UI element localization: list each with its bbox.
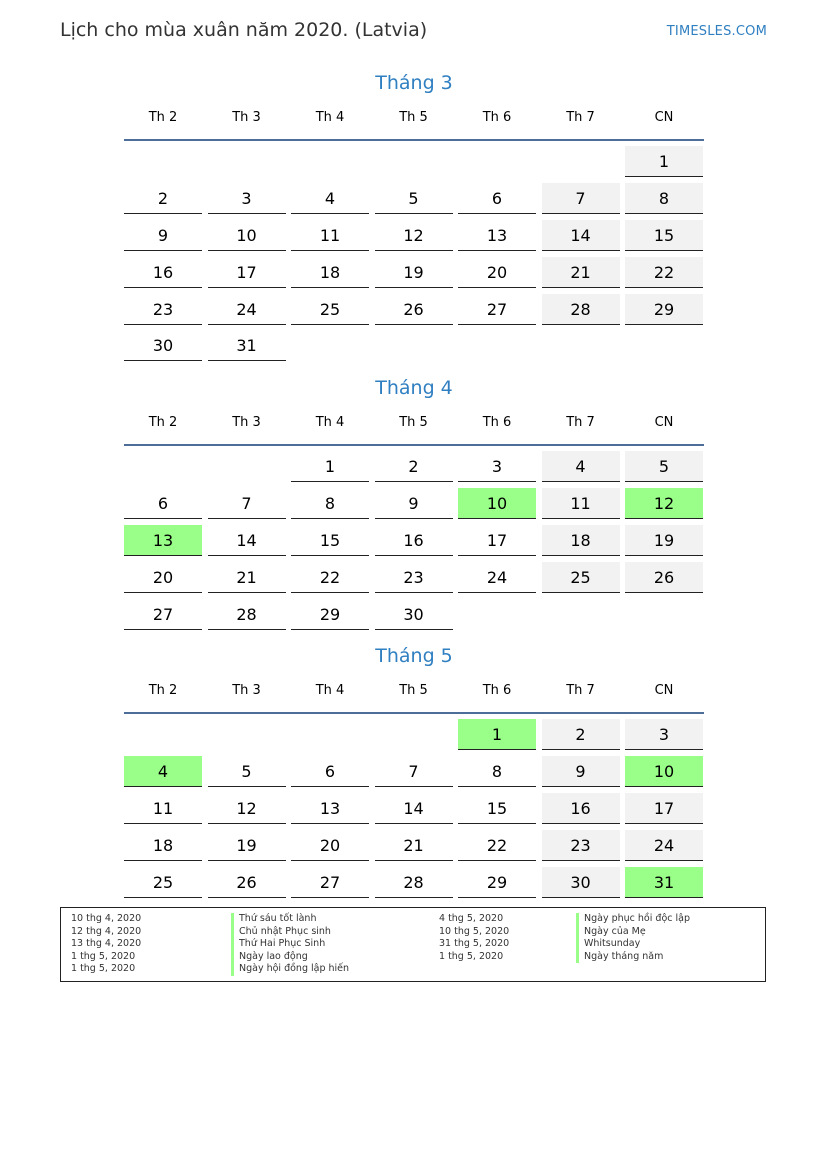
- legend-holiday-name: Whitsunday: [576, 938, 690, 951]
- weekday-label: Th 4: [315, 110, 345, 125]
- day-cell[interactable]: 7: [208, 488, 286, 519]
- legend-right-names: [576, 913, 690, 963]
- day-cell[interactable]: 21: [375, 830, 453, 861]
- day-cell[interactable]: 25: [124, 867, 202, 898]
- day-cell[interactable]: 25: [542, 562, 620, 593]
- day-cell[interactable]: 26: [208, 867, 286, 898]
- day-cell[interactable]: 22: [625, 257, 703, 288]
- weekday-label: Th 6: [482, 415, 512, 430]
- legend-holiday-name: Chủ nhật Phục sinh: [231, 926, 349, 939]
- day-cell[interactable]: 29: [291, 599, 369, 630]
- day-cell[interactable]: 17: [458, 525, 536, 556]
- legend-date: 1 thg 5, 2020: [71, 963, 136, 975]
- day-cell[interactable]: 21: [208, 562, 286, 593]
- legend-holiday-name: Ngày của Mẹ: [576, 926, 690, 939]
- day-cell[interactable]: 3: [458, 451, 536, 482]
- day-cell[interactable]: 24: [625, 830, 703, 861]
- day-cell[interactable]: 16: [542, 793, 620, 824]
- weekday-label: Th 2: [148, 110, 178, 125]
- holiday-day-cell[interactable]: 13: [124, 525, 202, 556]
- day-cell[interactable]: 23: [542, 830, 620, 861]
- empty-day-cell: [291, 719, 369, 749]
- day-cell[interactable]: 24: [208, 294, 286, 325]
- legend-left-dates: [71, 913, 141, 976]
- day-cell[interactable]: 6: [124, 488, 202, 519]
- legend-date: 4 thg 5, 2020: [439, 913, 504, 924]
- empty-day-cell: [124, 451, 202, 481]
- day-cell[interactable]: 9: [124, 220, 202, 251]
- day-cell[interactable]: 11: [291, 220, 369, 251]
- empty-day-cell: [375, 146, 453, 176]
- weekday-label: Th 3: [232, 110, 261, 125]
- legend-holiday-name: Ngày lao động: [231, 951, 349, 964]
- month-april: [124, 374, 704, 635]
- day-cell[interactable]: 14: [542, 220, 620, 251]
- day-cell[interactable]: 23: [124, 294, 202, 325]
- legend-date: 10 thg 4, 2020: [71, 913, 142, 924]
- empty-day-cell: [458, 146, 536, 176]
- holiday-legend: [60, 907, 766, 982]
- weekday-label: Th 4: [315, 415, 345, 430]
- empty-day-cell: [291, 146, 369, 176]
- month-may: [124, 642, 704, 903]
- holiday-day-cell[interactable]: 31: [625, 867, 703, 898]
- day-cell[interactable]: 8: [625, 183, 703, 214]
- day-cell[interactable]: 4: [542, 451, 620, 482]
- day-cell[interactable]: 3: [208, 183, 286, 214]
- empty-day-cell: [124, 146, 202, 176]
- empty-day-cell: [542, 146, 620, 176]
- month-title: Tháng 3: [375, 72, 453, 94]
- day-cell[interactable]: 25: [291, 294, 369, 325]
- day-cell[interactable]: 18: [542, 525, 620, 556]
- day-cell[interactable]: 8: [458, 756, 536, 787]
- day-grid: [124, 719, 704, 903]
- weekday-label: Th 6: [482, 683, 512, 698]
- day-cell[interactable]: 30: [124, 330, 202, 361]
- day-cell[interactable]: 23: [375, 562, 453, 593]
- day-cell[interactable]: 22: [458, 830, 536, 861]
- legend-date: 10 thg 5, 2020: [439, 925, 510, 937]
- day-cell[interactable]: 19: [625, 525, 703, 556]
- day-cell[interactable]: 28: [375, 867, 453, 898]
- legend-date: 31 thg 5, 2020: [439, 938, 510, 950]
- day-cell[interactable]: 15: [291, 525, 369, 556]
- weekday-header: [124, 408, 704, 446]
- holiday-day-cell[interactable]: 12: [625, 488, 703, 519]
- weekday-header: [124, 676, 704, 714]
- legend-date: 1 thg 5, 2020: [439, 950, 504, 962]
- month-title: Tháng 4: [375, 377, 453, 399]
- day-cell[interactable]: 13: [458, 220, 536, 251]
- holiday-day-cell[interactable]: 1: [458, 719, 536, 750]
- day-cell[interactable]: 4: [291, 183, 369, 214]
- day-cell[interactable]: 28: [542, 294, 620, 325]
- day-cell[interactable]: 6: [291, 756, 369, 787]
- empty-day-cell: [208, 146, 286, 176]
- day-cell[interactable]: 5: [208, 756, 286, 787]
- day-cell[interactable]: 10: [208, 220, 286, 251]
- legend-date: 1 thg 5, 2020: [71, 950, 136, 962]
- day-cell[interactable]: 19: [208, 830, 286, 861]
- day-cell[interactable]: 20: [291, 830, 369, 861]
- weekday-label: CN: [654, 415, 674, 430]
- holiday-day-cell[interactable]: 10: [458, 488, 536, 519]
- day-cell[interactable]: 9: [375, 488, 453, 519]
- month-march: [124, 69, 704, 367]
- holiday-day-cell[interactable]: 10: [625, 756, 703, 787]
- weekday-label: Th 4: [315, 683, 345, 698]
- weekday-label: Th 5: [399, 110, 428, 125]
- weekday-header: [124, 103, 704, 141]
- weekday-label: CN: [654, 110, 674, 125]
- day-cell[interactable]: 20: [124, 562, 202, 593]
- day-cell[interactable]: 7: [542, 183, 620, 214]
- day-cell[interactable]: 3: [625, 719, 703, 750]
- weekday-label: Th 2: [148, 683, 178, 698]
- brand-link[interactable]: TIMESLES.COM: [666, 24, 767, 39]
- weekday-label: CN: [654, 683, 674, 698]
- weekday-label: Th 3: [232, 683, 261, 698]
- day-cell[interactable]: 1: [625, 146, 703, 177]
- legend-date: 13 thg 4, 2020: [71, 938, 142, 950]
- empty-day-cell: [208, 451, 286, 481]
- empty-day-cell: [208, 719, 286, 749]
- day-cell[interactable]: 11: [542, 488, 620, 519]
- day-cell[interactable]: 12: [208, 793, 286, 824]
- legend-date: 12 thg 4, 2020: [71, 925, 142, 937]
- weekday-label: Th 3: [232, 415, 261, 430]
- day-grid: [124, 451, 704, 635]
- day-cell[interactable]: 27: [124, 599, 202, 630]
- weekday-label: Th 5: [399, 415, 428, 430]
- page-title: Lịch cho mùa xuân năm 2020. (Latvia): [60, 19, 428, 41]
- day-cell[interactable]: 2: [375, 451, 453, 482]
- day-cell[interactable]: 2: [542, 719, 620, 750]
- legend-holiday-name: Ngày tháng năm: [576, 951, 690, 964]
- day-cell[interactable]: 28: [208, 599, 286, 630]
- day-cell[interactable]: 1: [291, 451, 369, 482]
- legend-holiday-name: Ngày hội đồng lập hiến: [231, 963, 349, 976]
- day-cell[interactable]: 16: [375, 525, 453, 556]
- day-cell[interactable]: 14: [375, 793, 453, 824]
- day-cell[interactable]: 17: [625, 793, 703, 824]
- holiday-day-cell[interactable]: 4: [124, 756, 202, 787]
- day-cell[interactable]: 19: [375, 257, 453, 288]
- legend-holiday-name: Ngày phục hồi độc lập: [576, 913, 690, 926]
- day-cell[interactable]: 26: [625, 562, 703, 593]
- day-cell[interactable]: 13: [291, 793, 369, 824]
- day-grid: [124, 146, 704, 367]
- day-cell[interactable]: 20: [458, 257, 536, 288]
- legend-holiday-name: Thứ sáu tốt lành: [231, 913, 349, 926]
- day-cell[interactable]: 27: [458, 294, 536, 325]
- day-cell[interactable]: 22: [291, 562, 369, 593]
- day-cell[interactable]: 5: [625, 451, 703, 482]
- day-cell[interactable]: 29: [458, 867, 536, 898]
- day-cell[interactable]: 24: [458, 562, 536, 593]
- day-cell[interactable]: 15: [458, 793, 536, 824]
- weekday-label: Th 5: [399, 683, 428, 698]
- empty-day-cell: [124, 719, 202, 749]
- weekday-label: Th 6: [482, 110, 512, 125]
- day-cell[interactable]: 31: [208, 330, 286, 361]
- day-cell[interactable]: 29: [625, 294, 703, 325]
- legend-left-names: [231, 913, 349, 976]
- day-cell[interactable]: 30: [375, 599, 453, 630]
- day-cell[interactable]: 30: [542, 867, 620, 898]
- weekday-label: Th 7: [566, 110, 595, 125]
- day-cell[interactable]: 26: [375, 294, 453, 325]
- day-cell[interactable]: 6: [458, 183, 536, 214]
- day-cell[interactable]: 18: [291, 257, 369, 288]
- day-cell[interactable]: 16: [124, 257, 202, 288]
- day-cell[interactable]: 7: [375, 756, 453, 787]
- day-cell[interactable]: 14: [208, 525, 286, 556]
- weekday-label: Th 2: [148, 415, 178, 430]
- day-cell[interactable]: 8: [291, 488, 369, 519]
- day-cell[interactable]: 18: [124, 830, 202, 861]
- empty-day-cell: [375, 719, 453, 749]
- legend-right-dates: [439, 913, 509, 963]
- month-title: Tháng 5: [375, 645, 453, 667]
- day-cell[interactable]: 9: [542, 756, 620, 787]
- weekday-label: Th 7: [566, 683, 595, 698]
- legend-holiday-name: Thứ Hai Phục Sinh: [231, 938, 349, 951]
- day-cell[interactable]: 21: [542, 257, 620, 288]
- day-cell[interactable]: 11: [124, 793, 202, 824]
- day-cell[interactable]: 15: [625, 220, 703, 251]
- day-cell[interactable]: 12: [375, 220, 453, 251]
- day-cell[interactable]: 5: [375, 183, 453, 214]
- day-cell[interactable]: 27: [291, 867, 369, 898]
- weekday-label: Th 7: [566, 415, 595, 430]
- day-cell[interactable]: 2: [124, 183, 202, 214]
- day-cell[interactable]: 17: [208, 257, 286, 288]
